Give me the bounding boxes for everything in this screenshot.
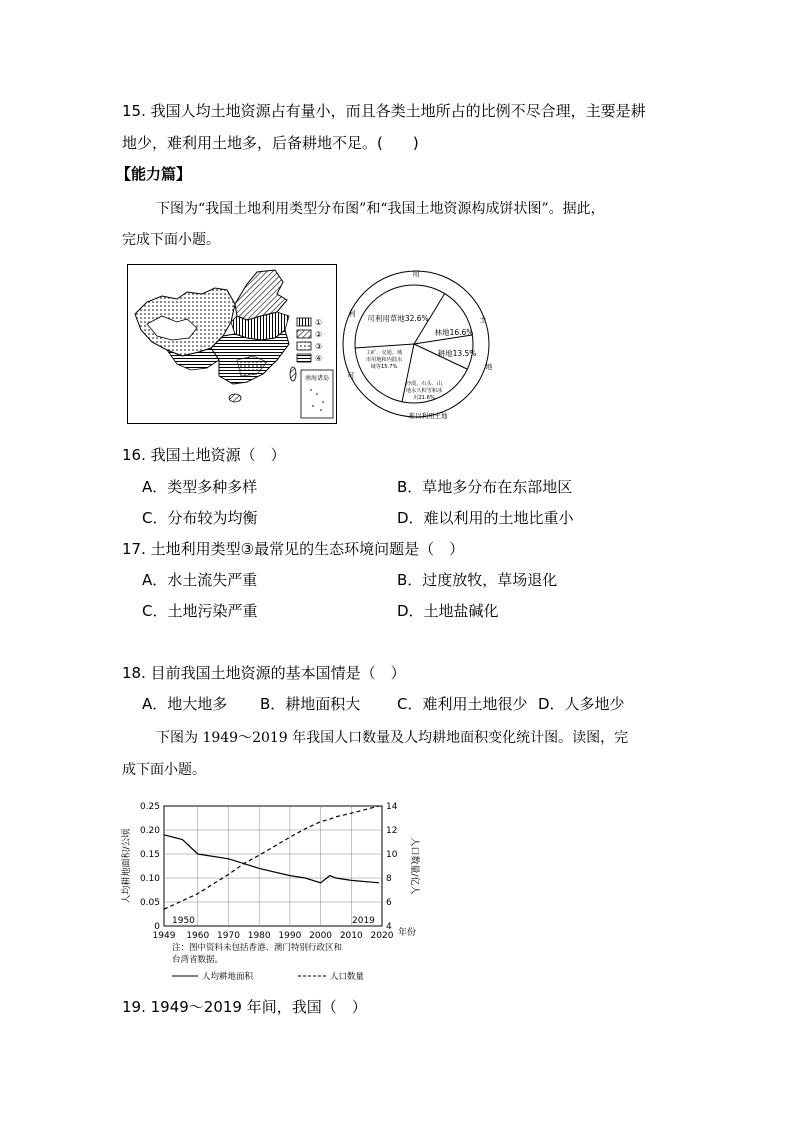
chart-tick-right: 4 (386, 922, 392, 932)
chart-tick-left: 0.10 (139, 874, 160, 884)
q15-line1: 15. 我国人均土地资源占有量小，而且各类土地所占的比例不尽合理，主要是耕 (122, 102, 646, 120)
pie-bottom-label: 难以利用土地 (408, 412, 448, 420)
map-legend-1: ① (315, 318, 323, 327)
chart-x-unit: 年份 (398, 928, 417, 938)
chart-inner-label-end: 2019 (352, 916, 375, 926)
pie-slice-farmland: 耕地13.5% (437, 349, 477, 358)
chart-tick-x: 2010 (339, 931, 363, 941)
chart-tick-x: 1980 (247, 931, 271, 941)
chart-tick-right: 14 (386, 802, 398, 812)
q17-option-b: B．过度放牧，草场退化 (397, 571, 558, 589)
land-resource-pie (340, 262, 492, 426)
q17-stem: 17. 土地利用类型③最常见的生态环境问题是（ ） (122, 540, 465, 558)
intro2-line1: 下图为 1949～2019 年我国人口数量及人均耕地面积变化统计图。读图，完 (156, 730, 629, 746)
chart-tick-right: 10 (386, 850, 398, 860)
population-farmland-chart (116, 796, 428, 988)
pie-slice-desert-2: 地永久积雪和冰 (405, 388, 443, 394)
pie-slice-construction-2: 市用地和内陆水 (365, 357, 403, 363)
map-inset-label: 南海诸岛 (304, 375, 330, 382)
q15-line2: 地少，难利用土地多，后备耕地不足。( ) (122, 134, 419, 152)
q19-stem: 19. 1949～2019 年间，我国（ ） (122, 998, 367, 1016)
chart-tick-right: 8 (386, 874, 392, 884)
pie-outer-label-left-lower: 可 (347, 372, 355, 380)
map-legend-2: ② (315, 330, 323, 339)
chart-tick-x: 1970 (217, 931, 240, 941)
pie-slice-grassland: 可利用草地32.6% (367, 314, 429, 323)
q16-option-c: C．分布较为均衡 (142, 509, 258, 527)
pie-outer-label-left-upper: 利 (348, 310, 356, 318)
chart-tick-x: 2000 (309, 931, 333, 941)
pie-slice-desert-1: 沙漠、石头、山 (405, 381, 443, 387)
chart-tick-left: 0.15 (139, 850, 160, 860)
chart-tick-x: 1949 (152, 931, 176, 941)
chart-tick-right: 12 (386, 826, 398, 836)
chart-legend-solid: 人均耕地面积 (202, 972, 254, 982)
pie-slice-forest: 林地16.6% (434, 328, 474, 337)
q16-stem: 16. 我国土地资源（ ） (122, 446, 286, 464)
chart-tick-left: 0.25 (139, 802, 160, 812)
land-use-map (127, 264, 337, 424)
chart-plot-frame (164, 806, 382, 926)
hainan-island (229, 394, 241, 402)
chart-note-line1: 注：图中资料未包括香港、澳门特别行政区和 (172, 943, 343, 953)
chart-tick-x: 2020 (370, 931, 394, 941)
pie-slice-construction-3: 域等15.7% (370, 364, 398, 370)
intro1-line1: 下图为“我国土地利用类型分布图”和“我国土地资源构成饼状图”。据此， (156, 201, 605, 217)
chart-tick-x: 1960 (186, 931, 210, 941)
q16-option-d: D．难以利用的土地比重小 (397, 509, 574, 527)
pie-slice-construction-1: 工矿、交通、城 (365, 350, 403, 356)
intro1-line2: 完成下面小题。 (122, 232, 220, 248)
section-title: 【能力篇】 (116, 165, 192, 183)
q17-option-c: C．土地污染严重 (142, 602, 258, 620)
q16-option-b: B．草地多分布在东部地区 (397, 478, 573, 496)
chart-tick-left: 0 (154, 922, 160, 932)
taiwan-island (290, 367, 296, 381)
map-legend-3: ③ (315, 342, 323, 351)
pie-slice-desert-3: 川21.6% (413, 395, 435, 401)
chart-tick-x: 1990 (278, 931, 302, 941)
pie-outer-label-right-upper: 土 (479, 316, 487, 324)
pie-outer-label-top: 用 (412, 270, 420, 278)
q18-stem: 18. 目前我国土地资源的基本国情是（ ） (122, 664, 406, 682)
chart-tick-right: 6 (386, 898, 392, 908)
chart-legend-dashed: 人口数量 (330, 972, 365, 982)
map-legend-4: ④ (315, 354, 323, 363)
q18-option-d: D．人多地少 (538, 695, 625, 713)
q18-option-b: B．耕地面积大 (260, 695, 361, 713)
chart-tick-left: 0.20 (139, 826, 160, 836)
intro2-line2: 成下面小题。 (122, 762, 206, 778)
q16-option-a: A．类型多种多样 (142, 478, 258, 496)
chart-note-line2: 台湾省数据。 (172, 955, 224, 965)
chart-inner-label-start: 1950 (172, 916, 195, 926)
pie-outer-label-right-lower: 地 (485, 363, 492, 371)
q18-option-a: A．地大地多 (142, 695, 228, 713)
chart-tick-left: 0.05 (139, 898, 160, 908)
chart-ylabel-right: 人口数量/亿人 (409, 837, 419, 895)
q18-option-c: C．难利用土地很少 (397, 695, 528, 713)
chart-ylabel-left: 人均耕地面积/公顷 (122, 828, 132, 904)
q17-option-a: A．水土流失严重 (142, 571, 258, 589)
q17-option-d: D．土地盐碱化 (397, 602, 499, 620)
